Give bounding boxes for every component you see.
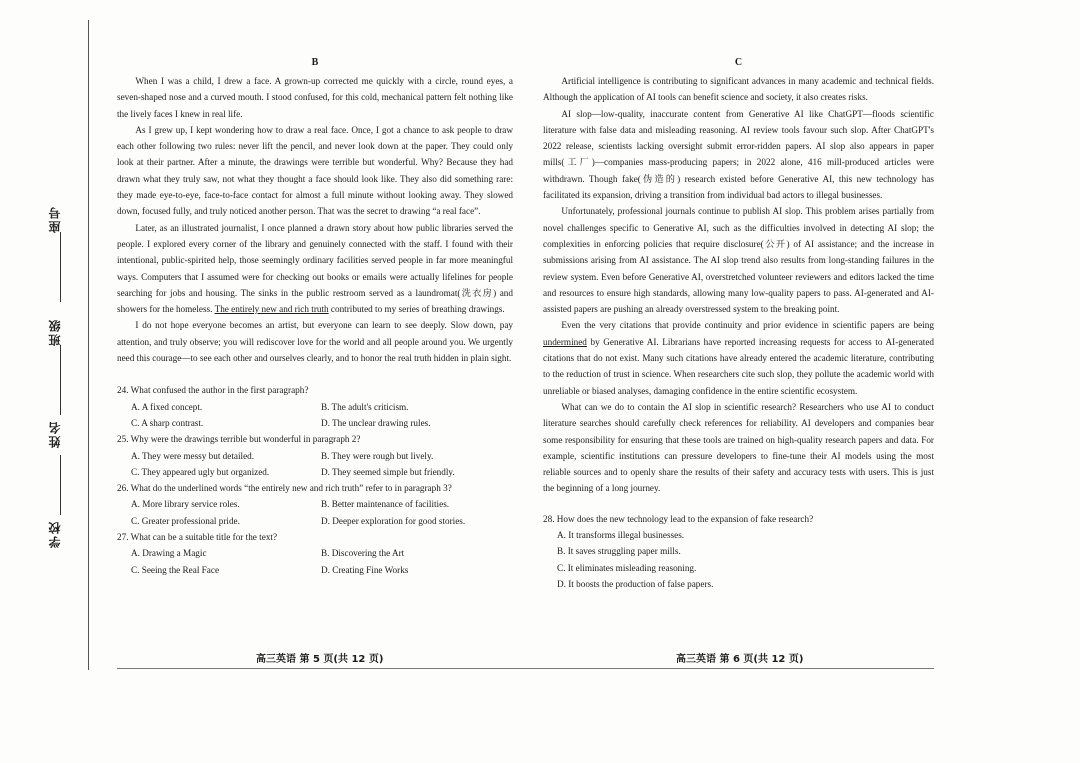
option-b[interactable]: B. It saves struggling paper mills. — [557, 546, 681, 557]
option-a[interactable]: A. A fixed concept. — [131, 401, 203, 412]
passage-b-paragraph-2: As I grew up, I kept wondering how to draw a real face. Once, I got a chance to ask people to draw each other following two rules: never lift the pencil, and never look down at the paper. They could only look at their partner. After a minute, the drawings were terrible but wonderful. Why? Because they had drawn what they truly saw, not what they thought a face should look like. They also did something rare: they made eye-to-eye, face-to-face contact for almost a full minute without looking away. They slowed down, focused fully, and truly noticed another person. That was the secret to drawing “a real face”. — [117, 124, 513, 217]
passage-c-paragraph-5: What can we do to contain the AI slop in scientific research? Researchers who use AI to conduct literature searches should carefully check references for reliability. AI developers and companies bear some responsibility for ensuring that these tools are trained on high-quality research papers and data. For example, scientific institutions can pressure developers to fine-tune their AI models using the most reliable sources and to openly share the results of their safety and accuracy tests with users. This is just the beginning of a long journey. — [543, 401, 934, 494]
underlined-word: undermined — [543, 336, 587, 347]
passage-c-heading: C — [734, 57, 743, 68]
passage-b-column — [117, 57, 513, 578]
page-footer-left: 高三英语 第 5 页(共 12 页) — [256, 654, 384, 665]
passage-c-paragraph-1: Artificial intelligence is contributing to significant advances in many academic and technical fields. Although the application of AI tools can benefit science and society, it also creates risks. — [543, 76, 934, 103]
paragraph-4-text: Even the very citations that provide continuity and prior evidence in scientific papers are being — [561, 320, 934, 331]
option-a[interactable]: A. It transforms illegal businesses. — [557, 530, 685, 541]
class-label: 班级 — [48, 318, 62, 346]
option-d[interactable]: D. Creating Fine Works — [321, 564, 409, 575]
class-blank — [60, 345, 61, 415]
name-label: 姓名 — [48, 420, 62, 448]
question-stem: 27. What can be a suitable title for the text? — [117, 532, 278, 543]
option-c[interactable]: C. Seeing the Real Face — [131, 564, 220, 575]
seat-number-label: 座号 — [48, 205, 62, 233]
passage-b-paragraph-3 — [117, 220, 513, 318]
school-label: 学校 — [48, 520, 62, 548]
question-stem: 26. What do the underlined words “the entirely new and rich truth” refer to in paragraph 3? — [117, 483, 452, 494]
underlined-phrase: The entirely new and rich truth — [214, 304, 329, 315]
passage-c-column — [543, 57, 934, 592]
paragraph-3-text: Later, as an illustrated journalist, I once planned a drawn story about how public libraries served the people. I explored every corner of the library and genuinely connected with the staff. I found with their intentional, public-spirited help, those seemingly ordinary facilities served people in far more meaningful ways. Computers that I assumed were for checking out books or emails were actually lifelines for people searching for jobs and housing. The sinks in the public restroom served as a laundromat(洗衣房) and showers for the homeless. — [117, 222, 513, 315]
passage-c-paragraph-3: Unfortunately, professional journals continue to publish AI slop. This problem arises partially from novel challenges specific to Generative AI, such as the difficulties involved in detecting AI slop; the complexities in enforcing policies that require disclosure(公开) of AI assistance; and the increase in submissions arising from AI assistance. The AI slop trend also results from long-standing failures in the review system. Even before Generative AI, overstretched volunteer reviewers and editors lacked the time and resources to ensure high standards, allowing many low-quality papers to pass. AI-generated and AI-assisted papers are pushing an already overstressed system to the breaking point. — [543, 206, 934, 315]
option-c[interactable]: C. Greater professional pride. — [131, 515, 240, 526]
question-27 — [117, 529, 513, 578]
passage-c-paragraph-2: AI slop—low-quality, inaccurate content from Generative AI like ChatGPT—floods scientific literature with false data and misleading reasoning. AI review tools favour such slop. After ChatGPT's 2022 release, scientists lacking oversight submit error-ridden papers. AI slop also appears in paper mills(工厂)—companies mass-producing papers; in 2022 alone, 416 mill-produced articles were withdrawn. Though fake(伪造的) research existed before Generative AI, this new technology has facilitated its expansion, driving a transition from individual bad actors to illegal businesses. — [543, 108, 934, 201]
option-d[interactable]: D. Deeper exploration for good stories. — [321, 515, 466, 526]
question-25 — [117, 431, 513, 480]
name-blank — [60, 455, 61, 515]
option-d[interactable]: D. They seemed simple but friendly. — [321, 466, 455, 477]
option-b[interactable]: B. The adult's criticism. — [321, 401, 409, 412]
option-c[interactable]: C. They appeared ugly but organized. — [131, 466, 270, 477]
option-d[interactable]: D. The unclear drawing rules. — [321, 417, 431, 428]
passage-b-paragraph-1: When I was a child, I drew a face. A grown-up corrected me quickly with a circle, round eyes, a seven-shaped nose and a curved mouth. I stood confused, for this cold, mechanical pattern felt nothing like the lively faces I knew in real life. — [117, 76, 513, 119]
options — [117, 496, 513, 529]
passage-b-heading: B — [311, 57, 319, 68]
binding-line — [88, 20, 89, 670]
passage-b-paragraph-4: I do not hope everyone becomes an artist, but everyone can learn to see deeply. Slow down, pay attention, and truly observe; you will rediscover love for the world and all people around you. We urgently need this courage—to see each other and ourselves clearly, and to honor the real truth hidden in plain sight. — [117, 320, 513, 364]
option-a[interactable]: A. More library service roles. — [131, 499, 240, 510]
question-stem: 25. Why were the drawings terrible but wonderful in paragraph 2? — [117, 434, 361, 445]
option-c[interactable]: C. A sharp contrast. — [131, 417, 204, 428]
question-28 — [543, 511, 934, 592]
paragraph-4-tail: by Generative AI. Librarians have reported increasing requests for access to AI-generated citations that do not exist. Many such citations have already entered the academic literature, contributing to the reduction of trust in science. When researchers cite such slop, they pollute the academic world with unreliable or biased analyses, damaging confidence in the entire scientific ecosystem. — [543, 336, 934, 396]
bottom-rule — [117, 668, 934, 669]
option-a[interactable]: A. Drawing a Magic — [131, 548, 207, 559]
option-d[interactable]: D. It boosts the production of false papers. — [557, 578, 714, 589]
question-24 — [117, 382, 513, 431]
options — [117, 399, 513, 432]
option-b[interactable]: B. Better maintenance of facilities. — [321, 499, 450, 510]
option-a[interactable]: A. They were messy but detailed. — [131, 450, 255, 461]
seat-number-blank — [60, 232, 61, 302]
options — [117, 545, 513, 578]
option-b[interactable]: B. Discovering the Art — [321, 548, 405, 559]
question-stem: 24. What confused the author in the first paragraph? — [117, 385, 309, 396]
option-c[interactable]: C. It eliminates misleading reasoning. — [557, 562, 697, 573]
question-26 — [117, 480, 513, 529]
question-stem: 28. How does the new technology lead to the expansion of fake research? — [543, 513, 814, 524]
passage-c-paragraph-4 — [543, 317, 934, 398]
page-footer-right: 高三英语 第 6 页(共 12 页) — [676, 654, 804, 665]
paragraph-3-tail: contributed to my series of breathing drawings. — [330, 304, 505, 315]
option-b[interactable]: B. They were rough but lively. — [321, 450, 434, 461]
options — [117, 448, 513, 481]
